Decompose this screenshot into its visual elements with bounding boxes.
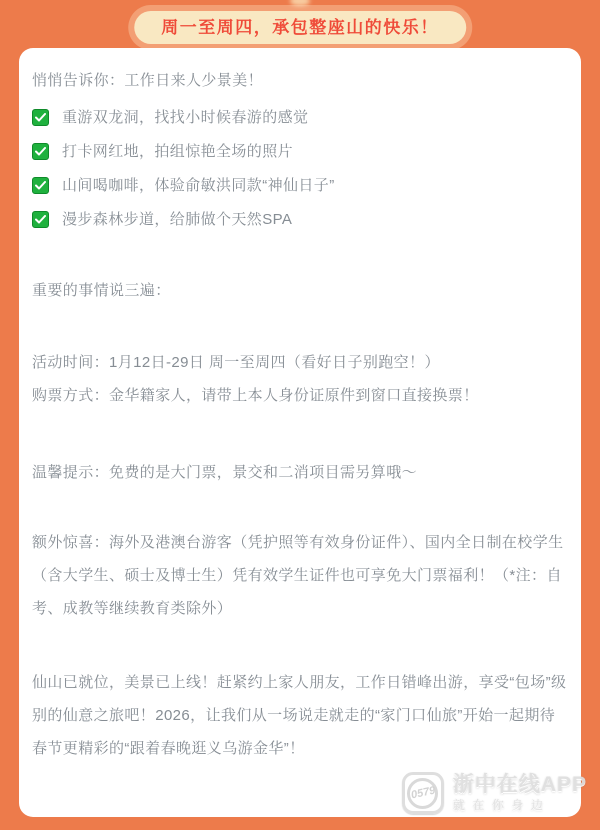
logo-number: 0579 [409,784,437,802]
ticket-method-line: 购票方式：金华籍家人，请带上本人身份证原件到窗口直接换票！ [32,387,479,404]
checked-checkbox-icon [32,109,49,126]
checked-checkbox-icon [32,143,49,160]
checklist-item-label: 打卡网红地，拍组惊艳全场的照片 [62,143,294,160]
tip-line: 温馨提示：免费的是大门票，景交和二消项目需另算哦～ [32,464,418,481]
checklist-item-label: 漫步森林步道，给肺做个天然SPA [62,211,293,228]
checklist-item [32,135,570,168]
checklist-item [32,101,570,134]
checklist-item [32,203,570,236]
title-banner [128,5,472,50]
checklist-item-label: 重游双龙洞，找找小时候春游的感觉 [62,109,309,126]
checklist-item-label: 山间喝咖啡，体验俞敏洪同款“神仙日子” [62,177,335,194]
logo-circle [407,778,438,809]
app-logo-icon [402,772,444,814]
content-card [19,48,581,817]
closing-paragraph: 仙山已就位，美景已上线！赶紧约上家人朋友，工作日错峰出游，享受“包场”级别的仙意之旅吧！2026，让我们从一场说走就走的“家门口仙旅”开始一起期待春节更精彩的“跟着春晚逛义乌游金华”！ [32,674,567,757]
watermark-app-name: 浙中在线APP [452,772,587,796]
title-banner-text: 周一至周四，承包整座山的快乐！ [134,11,466,44]
checked-checkbox-icon [32,177,49,194]
watermark-text [453,774,587,813]
intro-line: 悄悄告诉你：工作日来人少景美！ [32,72,264,89]
watermark [402,772,587,814]
checklist-item [32,169,570,202]
emphasis-line: 重要的事情说三遍： [32,282,171,299]
event-time-line: 活动时间：1月12日-29日 周一至周四（看好日子别跑空！） [32,354,440,371]
watermark-slogan: 就在你身边 [452,797,551,812]
bonus-paragraph: 额外惊喜：海外及港澳台游客（凭护照等有效身份证件）、国内全日制在校学生（含大学生、硕士及博士生）凭有效学生证件也可享免大门票福利！（*注：自考、成教等继续教育类除外） [32,534,564,617]
checked-checkbox-icon [32,211,49,228]
